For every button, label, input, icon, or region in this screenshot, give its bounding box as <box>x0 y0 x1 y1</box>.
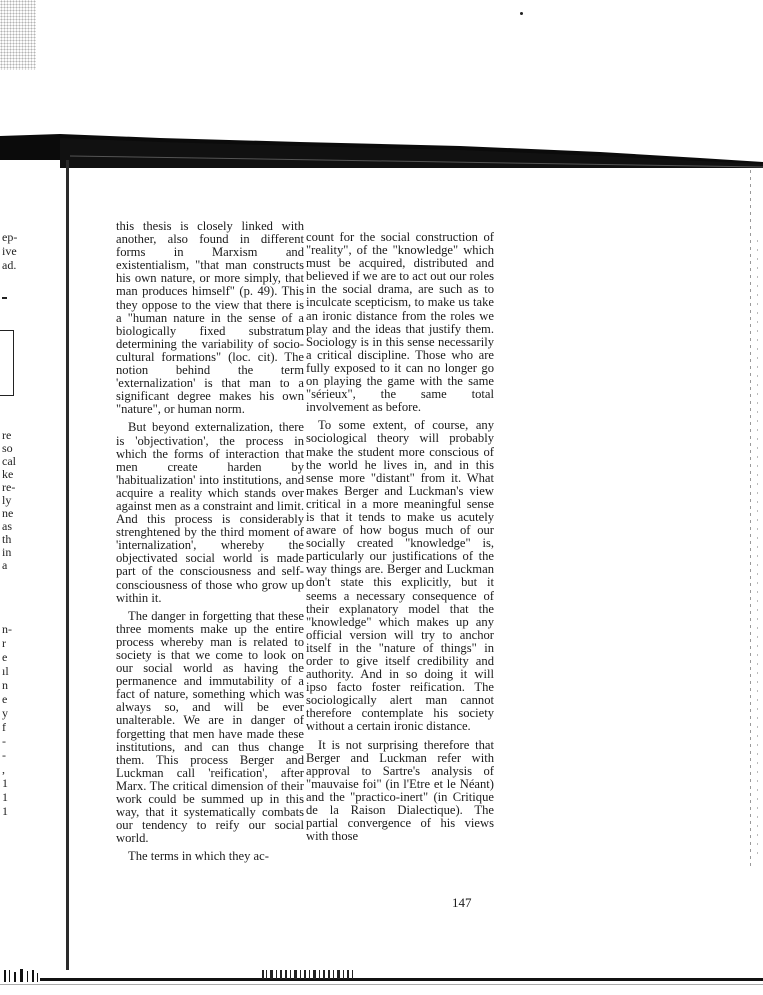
left-fragment: in <box>2 545 12 559</box>
left-fragment: th <box>2 532 12 546</box>
paragraph: It is not surprising therefore that Berger and Luckman refer with approval to Sartre's analysis of "mauvaise foi" (in l'Etre et le Néant) and the "practico-inert" (in Critique de la Raison Dialectique). The partial convergence of his views with those <box>306 737 494 844</box>
left-fragment: cal <box>2 454 16 468</box>
left-fragment: ne <box>2 506 14 520</box>
scan-noise <box>0 0 36 70</box>
left-fragment: re <box>2 428 12 442</box>
left-fragment: f <box>2 720 6 734</box>
left-fragment: n <box>2 678 8 692</box>
text-column-right <box>306 231 494 843</box>
scan-speck <box>520 12 523 15</box>
page-edge <box>750 170 751 870</box>
left-fragment: 1 <box>2 804 8 818</box>
page-number: 147 <box>452 895 472 910</box>
left-fragment: a <box>2 558 8 572</box>
left-fragment: ep- <box>2 230 18 244</box>
left-fragment: ke <box>2 467 14 481</box>
left-fragment: 1 <box>2 776 8 790</box>
paragraph: The terms in which they ac- <box>128 849 269 864</box>
paragraph: The danger in forgetting that these three moments make up the entire process whereby man is related to society is that we come to look on our social world as having the permanence and immutability of a fact of nature, something which was always so, and will be ever unalterable. We are in danger of forgetting that men have made these institutions, and can thus change them. This process Berger and Luckman call 'reification', after Marx. The critical dimension of their work could be summed up in this way, that it systematically combats our tendency to reify our social world. <box>116 608 304 846</box>
left-fragment: , <box>2 762 5 776</box>
page-edge <box>757 240 758 860</box>
left-fragment: y <box>2 706 8 720</box>
left-fragment: ly <box>2 493 12 507</box>
left-fragment: n- <box>2 622 12 636</box>
paragraph: To some extent, of course, any sociological theory will probably make the student more conscious of the world he lives in, and in this sense more "distant" from it. What makes Berger and Luckman's view critical in a more meaningful sense is that it tends to make us acutely aware of how bogus much of our socially created "knowledge" is, particularly our justifications of the way things are. Berger and Luckman don't state this explicitly, but it seems a necessary consequence of their explanatory model that the "knowledge" which makes up any official version will try to anchor itself in the "nature of things" in order to give itself credibility and authority. And in so doing it will ipso facto foster reification. The sociologically alert man cannot therefore contemplate his society without a certain ironic distance. <box>306 418 494 734</box>
facing-page-dash <box>2 297 7 299</box>
left-fragment: so <box>2 441 13 455</box>
left-fragment: as <box>2 519 12 533</box>
left-fragment: r <box>2 636 6 650</box>
left-fragment: e <box>2 650 8 664</box>
left-fragment: 1 <box>2 790 8 804</box>
paragraph: But beyond externalization, there is 'objectivation', the process in which the forms of interaction that men create harden by 'habitualization' into institutions, and acquire a reality which stands over against men as a constraint and limit. And this process is considerably strenghtened by the third moment of 'internalization', whereby the objectivated social world is made part of the consciousness and self-consciousness of those who grow up within it. <box>116 420 304 605</box>
scan-bottom-edge <box>0 968 763 990</box>
left-fragment: - <box>2 748 6 762</box>
page-gutter-line <box>66 160 69 970</box>
left-fragment: re- <box>2 480 16 494</box>
left-fragment: - <box>2 734 6 748</box>
left-fragment: ıl <box>2 664 9 678</box>
binding-shadow <box>0 128 763 168</box>
left-fragment: ive <box>2 244 17 258</box>
facing-page-strip <box>0 160 58 960</box>
paragraph: count for the social construction of "reality", of the "knowledge" which must be acquired, distributed and believed if we are to act out our roles in the social drama, are such as to inculcate scepticism, to make us take an ironic distance from the roles we play and the ideas that justify them. Sociology is in this sense necessarily a critical discipline. Those who are fully exposed to it can no longer go on playing the game with the same "sérieux", the same total involvement as before. <box>306 230 494 415</box>
text-column-left <box>116 220 304 864</box>
left-fragment: e <box>2 692 8 706</box>
scanner-margin <box>0 0 763 130</box>
paragraph: this thesis is closely linked with another, also found in different forms in Marxism and existentialism, "that man constructs his own nature, or more simply, that man produces himself" (p. 49). This they oppose to the view that there is a "human nature in the sense of a biologically fixed substratum determining the variability of socio-cultural formations" (loc. cit). The notion behind the term 'externalization' is that man to a significant degree makes his own "nature", or human norm. <box>116 219 304 417</box>
left-fragment: ad. <box>2 258 17 272</box>
facing-page-box <box>0 330 14 396</box>
